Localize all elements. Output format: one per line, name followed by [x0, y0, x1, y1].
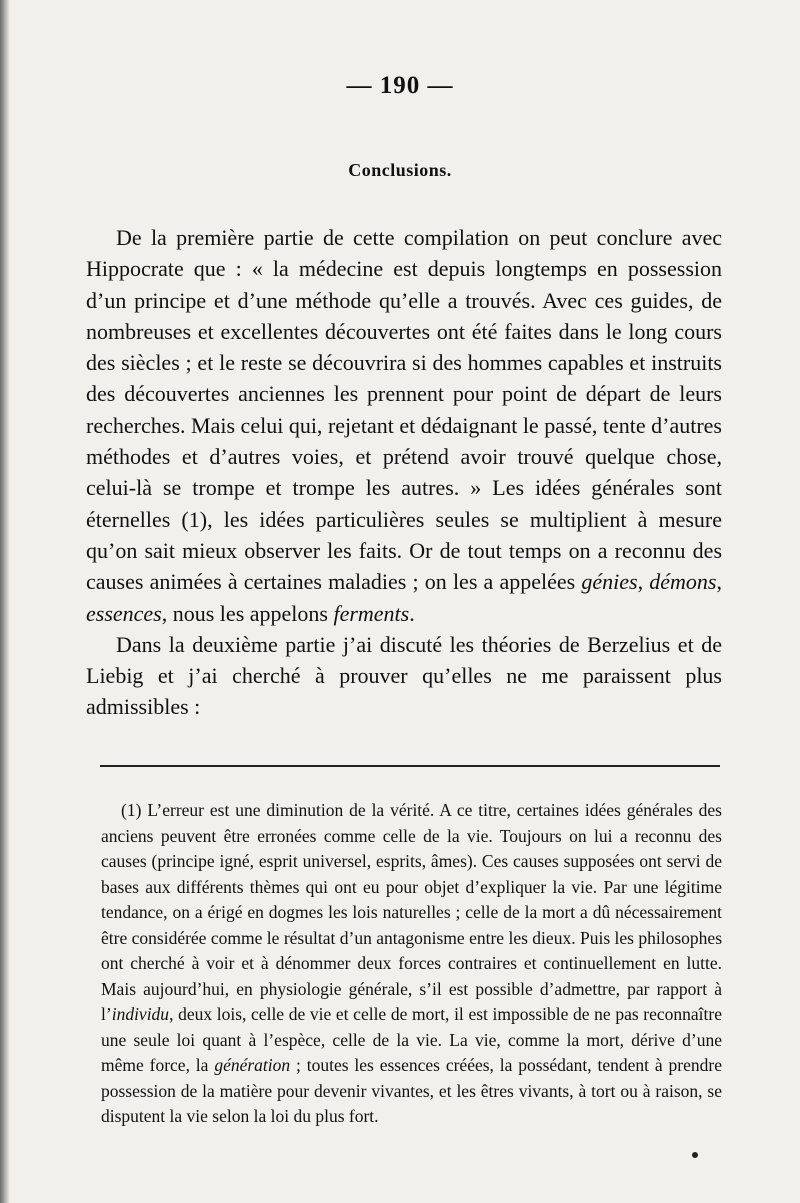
paragraph-first-part: De la première partie de cette compilation on peut conclure avec Hippocrate que : « la médecine est depuis longtemps en possession d’un principe et d’une méthode qu’elle a trouvés. Avec ces guides, de nombreuses et excellentes découvertes ont été faites dans le long cours des siècles ; et le reste se découvrira si des hommes capables et instruits des découvertes anciennes les prennent pour point de départ de leurs recherches. Mais celui qui, rejetant et dédaignant le passé, tente d’autres méthodes et d’autres voies, et prétend avoir trouvé quelque chose, celui-là se trompe et trompe les autres. » Les idées générales sont éternelles (1), les idées particulières seules se multiplient à mesure qu’on sait mieux observer les faits. Or de tout temps on a reconnu des causes animées à certaines maladies ; on les a appelées génies, démons, essences, nous les appelons ferments.: [86, 225, 722, 626]
paragraph-second-part: Dans la deuxième partie j’ai discuté les théories de Berzelius et de Liebig et j’ai cherché à prouver qu’elles ne me paraissent plus admissibles :: [86, 631, 722, 720]
footnote: [101, 798, 722, 1130]
main-text: [86, 222, 722, 723]
footnote-separator: [100, 765, 720, 767]
footnote-text: (1) L’erreur est une diminution de la vérité. A ce titre, certaines idées générales des anciens peuvent être erronées comme celle de la vie. Toujours on lui a reconnu des causes (principe igné, esprit universel, esprits, âmes). Ces causes supposées ont servi de bases aux différents thèmes qui ont eu pour objet d’expliquer la vie. Par une légitime tendance, on a érigé en dogmes les lois naturelles ; celle de la mort a dû nécessairement être considérée comme le résultat d’un antagonisme entre les dieux. Puis les philosophes ont cherché à voir et à dénommer deux forces contraires et continuellement en lutte. Mais aujourd’hui, en physiologie générale, s’il est possible d’admettre, par rapport à l’individu, deux lois, celle de vie et celle de mort, il est impossible de ne pas reconnaître une seule loi quant à l’espèce, celle de la vie. La vie, comme la mort, dérive d’une même force, la génération ; toutes les essences créées, la possédant, tendent à prendre possession de la matière pour devenir vivantes, et les êtres vivants, à tort ou à raison, se disputent la vie selon la loi du plus fort.: [101, 800, 722, 1126]
page-number: — 190 —: [346, 72, 454, 99]
ink-speck: [692, 1152, 698, 1158]
section-heading: Conclusions.: [348, 160, 452, 180]
